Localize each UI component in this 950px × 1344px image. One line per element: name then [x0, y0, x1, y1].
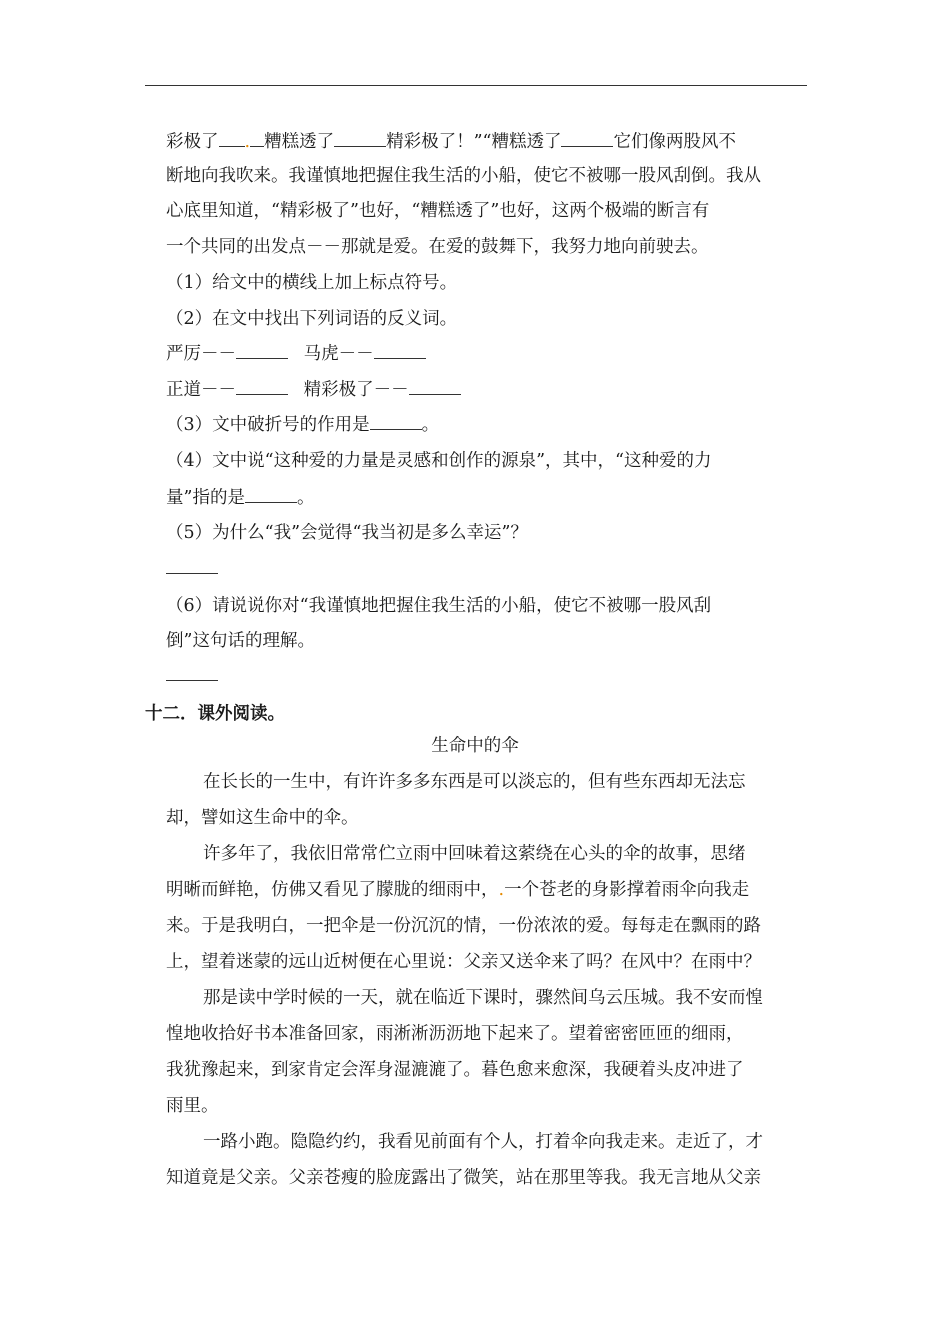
text: 它们像两股风不	[613, 132, 736, 152]
text: 。	[421, 415, 440, 435]
paragraph-3-line-2: 惶地收拾好书本准备回家，雨淅淅沥沥地下起来了。望着密密匝匝的细雨，	[166, 1024, 744, 1044]
answer-blank[interactable]	[334, 130, 386, 147]
answer-blank[interactable]	[219, 130, 245, 147]
text: （3）文中破折号的作用是	[166, 415, 370, 435]
paragraph-3-line-4: 雨里。	[166, 1096, 219, 1116]
answer-blank[interactable]	[245, 486, 297, 503]
question-1: （1）给文中的横线上加上标点符号。	[166, 273, 458, 293]
text: 明晰而鲜艳，仿佛又看见了朦胧的细雨中，	[166, 880, 499, 900]
answer-blank[interactable]	[166, 664, 218, 681]
paragraph-4-line-2: 知道竟是父亲。父亲苍瘦的脸庞露出了微笑，站在那里等我。我无言地从父亲	[166, 1168, 761, 1188]
answer-blank[interactable]	[561, 130, 613, 147]
text: 一个苍老的身影撑着雨伞向我走	[504, 880, 750, 900]
paragraph-2-line-2	[166, 878, 749, 902]
question-4-line-2	[166, 486, 314, 510]
paragraph-2-line-3: 来。于是我明白，一把伞是一份沉沉的情，一份浓浓的爱。每每走在飘雨的路	[166, 916, 761, 936]
answer-line-6[interactable]	[166, 664, 218, 688]
paragraph-2-line-1: 许多年了，我依旧常常伫立雨中回味着这萦绕在心头的伞的故事，思绪	[203, 844, 746, 864]
paragraph-4-line-1: 一路小跑。隐隐约约，我看见前面有个人，打着伞向我走来。走近了，才	[203, 1132, 763, 1152]
answer-blank[interactable]	[250, 130, 264, 147]
answer-blank[interactable]	[409, 378, 461, 395]
mark-dot: .	[244, 132, 251, 152]
text: 。	[296, 488, 315, 508]
question-2: （2）在文中找出下列词语的反义词。	[166, 309, 458, 329]
question-3	[166, 413, 439, 437]
answer-blank[interactable]	[370, 413, 422, 430]
word-label: 严厉－－	[166, 344, 236, 364]
word-label: 正道－－	[166, 380, 236, 400]
antonym-row-2	[166, 378, 461, 402]
passage-line-2: 断地向我吹来。我谨慎地把握住我生活的小船，使它不被哪一股风刮倒。我从	[166, 166, 761, 186]
paragraph-3-line-1: 那是读中学时候的一天，就在临近下课时，骤然间乌云压城。我不安而惶	[203, 988, 763, 1008]
header-rule	[145, 85, 807, 86]
article-title: 生命中的伞	[431, 736, 519, 756]
mark-dot: .	[498, 880, 505, 900]
paragraph-1-line-1: 在长长的一生中，有许许多多东西是可以淡忘的，但有些东西却无法忘	[203, 772, 746, 792]
text: 精彩极了！”“糟糕透了	[386, 132, 562, 152]
text: 糟糕透了	[264, 132, 335, 152]
question-4-line-1: （4）文中说“这种爱的力量是灵感和创作的源泉”，其中，“这种爱的力	[166, 451, 712, 471]
answer-blank[interactable]	[236, 378, 288, 395]
passage-line-3: 心底里知道，“精彩极了”也好，“糟糕透了”也好，这两个极端的断言有	[166, 201, 710, 221]
passage-line-4: 一个共同的出发点－－那就是爱。在爱的鼓舞下，我努力地向前驶去。	[166, 237, 709, 257]
paragraph-3-line-3: 我犹豫起来，到家肯定会浑身湿漉漉了。暮色愈来愈深，我硬着头皮冲进了	[166, 1060, 744, 1080]
word-label: 精彩极了－－	[303, 380, 409, 400]
text: 彩极了	[166, 132, 219, 152]
answer-blank[interactable]	[374, 342, 426, 359]
question-5: （5）为什么“我”会觉得“我当初是多么幸运”？	[166, 523, 528, 543]
answer-blank[interactable]	[236, 342, 288, 359]
answer-line-5[interactable]	[166, 557, 218, 581]
paragraph-1-line-2: 却，譬如这生命中的伞。	[166, 808, 359, 828]
passage-line-1	[166, 130, 736, 154]
word-label: 马虎－－	[303, 344, 374, 364]
antonym-row-1	[166, 342, 426, 366]
question-6-line-1: （6）请说说你对“我谨慎地把握住我生活的小船，使它不被哪一股风刮	[166, 596, 712, 616]
answer-blank[interactable]	[166, 557, 218, 574]
text: 量”指的是	[166, 488, 245, 508]
paragraph-2-line-4: 上，望着迷蒙的远山近树便在心里说：父亲又送伞来了吗？在风中？在雨中？	[166, 952, 761, 972]
question-6-line-2: 倒”这句话的理解。	[166, 631, 315, 651]
section-heading: 十二．课外阅读。	[145, 704, 285, 724]
